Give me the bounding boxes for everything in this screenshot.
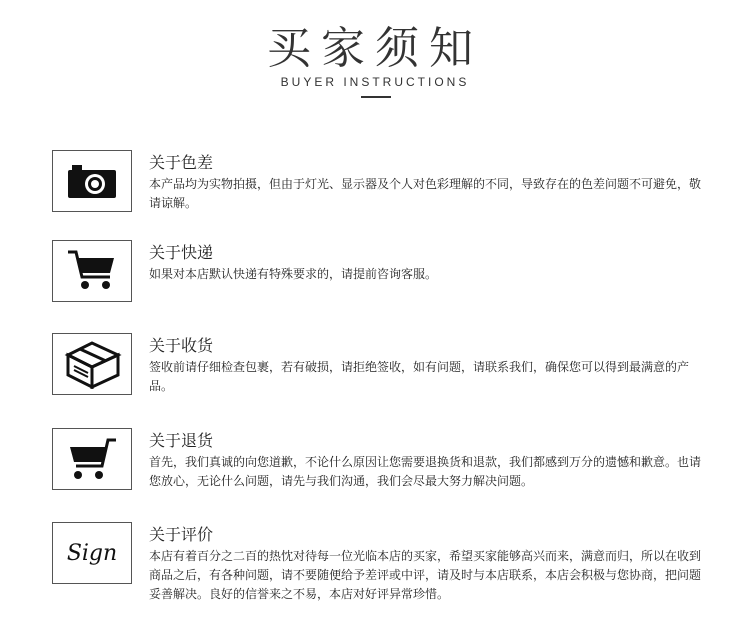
page-subtitle: BUYER INSTRUCTIONS <box>280 75 470 89</box>
item-title: 关于退货 <box>149 431 214 450</box>
item-title: 关于收货 <box>149 336 214 355</box>
signature-icon <box>52 522 132 584</box>
page-title: 买家须知 <box>267 23 483 74</box>
package-box-icon <box>52 333 132 395</box>
item-title: 关于快递 <box>149 243 214 262</box>
item-description: 本店有着百分之二百的热忱对待每一位光临本店的买家，希望买家能够高兴而来，满意而归，所以在收到商品之后，有各种问题，请不要随便给予差评或中评，请及时与本店联系，本店会积极与您协商，把问题妥善解决。良好的信誉来之不易，本店对好评异常珍惜。 <box>149 549 702 601</box>
shopping-cart-icon <box>52 240 132 302</box>
item-description: 首先，我们真诚的向您道歉，不论什么原因让您需要退换货和退款，我们都感到万分的遗憾和歉意。也请您放心，无论什么问题，请先与我们沟通，我们会尽最大努力解决问题。 <box>149 455 702 488</box>
item-title: 关于评价 <box>149 525 214 544</box>
signature-text: Sign <box>66 540 118 566</box>
item-title: 关于色差 <box>149 153 214 172</box>
title-underline <box>361 96 391 98</box>
item-description: 如果对本店默认快递有特殊要求的，请提前咨询客服。 <box>149 267 438 281</box>
return-cart-icon <box>52 428 132 490</box>
item-description: 本产品均为实物拍摄，但由于灯光、显示器及个人对色彩理解的不同，导致存在的色差问题不可避免，敬请谅解。 <box>149 177 702 210</box>
item-description: 签收前请仔细检查包裹，若有破损，请拒绝签收，如有问题，请联系我们，确保您可以得到最满意的产品。 <box>149 360 690 393</box>
camera-icon <box>52 150 132 212</box>
